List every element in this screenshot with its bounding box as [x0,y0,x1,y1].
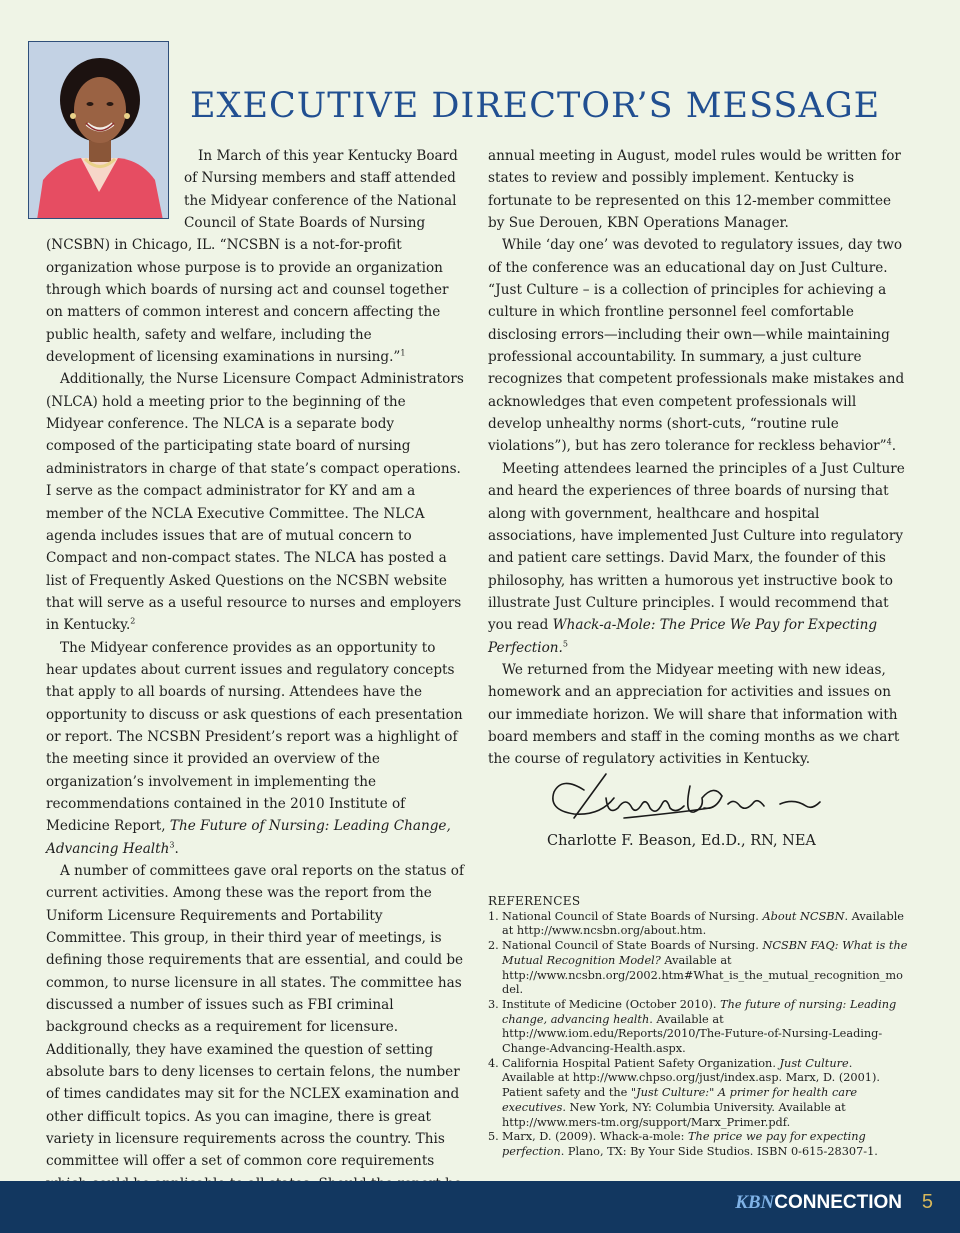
paragraph-committees: A number of committees gave oral reports on the status of current activities. Among these was the report from the Uniform Licensure Requirements and Portability Committee. This group, in their third year of meetings, is defining those requirements that are essential, and could be common, to nurse licensure in all states. The committee has discussed a number of issues such as FBI criminal background checks as a requirement for licensure. Additionally, they have examined the question of setting absolute bars to deny licenses to certain felons, the number of times candidates may sit for the NCLEX examination and other difficult topics. As you can imagine, there is great variety in licensure requirements across the country. This committee will offer a set of common core requirements [46,863,464,1170]
paragraph-nlca: Additionally, the Nurse Licensure Compact Administrators (NLCA) hold a meeting prior to the beginning of the Midyear conference. The NLCA is a separate body composed of the participating state board of nursing administrators in charge of that state’s compact operations. I serve as the compact administrator for KY and am a member of the NCLA Executive Committee. The NLCA agenda includes issues that are of mutual concern to Compact and non-compact states. The NLCA has posted a list of Frequently Asked Questions on the NCSBN website that will serve as a useful resource to nurses and employers in Kentucky.$^2$ [46,371,464,634]
footnote-3: 3 [169,840,175,850]
page-title: EXECUTIVE DIRECTOR’S MESSAGE [190,86,881,126]
reference-item: 1. National Council of State Boards of Nursing. About NCSBN. Available at http://www.ncsbn.org/about.htm. [488,909,904,938]
signatory-name: Charlotte F. Beason, Ed.D., RN, NEA [547,833,816,849]
reference-item: 5. Marx, D. (2009). Whack-a-mole: The price we pay for expecting perfection. Plano, TX: By Your Side Studios. ISBN 0-615-28307-1. [488,1130,878,1158]
paragraph-annual-meeting: annual meeting in August, model rules would be written for states to review and possibly implement. Kentucky is fortunate to be represented on this 12-member committee by Sue Derouen, KBN Operations Manager. [488,148,901,232]
paragraph-attendees: Meeting attendees learned the principles of a Just Culture and heard the experiences of three boards of nursing that along with government, healthcare and hospital associations, have implemented Just Culture into regulatory and patient care settings. David Marx, the founder of this philosophy, has written a humorous yet instructive book to illustrate Just Culture principles. I would recommend that you read Whack-a-Mole: The Price We Pay for Expecting Perfection.$^5$ [488,460,905,656]
wrapped-intro: In March of this year Kentucky Board of Nursing members and staff attended the Midyear conference of the National Council of State Boards of Nursing [184,148,458,232]
left-column [46,145,464,1218]
right-column [488,145,908,771]
paragraph-just-culture: While ‘day one’ was devoted to regulatory issues, day two of the conference was an educational day on Just Culture. “Just Culture – is a collection of principles for achieving a culture in which frontline personnel feel comfortable disclosing errors—including their own—while maintaining professional accountability. In summary, a just culture recognizes that competent professionals make mistakes and acknowledges that even competent professionals will develop unhealthy norms (short-cuts, “routine rule violations”), but has zero tolerance for reckless behavior”$^4$. [488,237,905,455]
footnote-5: 5 [562,639,568,649]
footnote-2: 2 [130,616,136,626]
page-number: 5 [921,1191,933,1213]
footer-bar [0,1181,960,1233]
footnote-4: 4 [886,437,892,447]
handwritten-signature [544,768,824,830]
footnote-1: 1 [400,348,406,358]
book-title: Whack-a-Mole: The Price We Pay for Expecting Perfection. [488,617,878,656]
iom-report-title: The Future of Nursing: Leading Change, Advancing Health [46,818,451,857]
paragraph-intro-rest: (NCSBN) in Chicago, IL. “NCSBN is a not-for-profit organization whose purpose is to provide an organization through which boards of nursing act and counsel together on matters of common interest and concern affecting the public health, safety and welfare, including the development of licensing examinations in nursing.”$^1$ [46,237,449,366]
kbn-connection-logo: KBNCONNECTION [735,1192,902,1213]
reference-item: 4. California Hospital Patient Safety Organization. Just Culture. Available at http://www.chpso.org/just/index.asp. Marx, D. (2001). Patient safety and the "Just Culture:" A primer for health care executives. New York, NY: Columbia University. Available at http://www.mers-tm.org/support/Marx_Primer.pdf. [488,1056,880,1129]
reference-item: 3. Institute of Medicine (October 2010). The future of nursing: Leading change, advancing health. Available at http://www.iom.edu/Reports/2010/The-Future-of-Nursing-Leading-Change-Advancing-Health.aspx. [488,997,897,1056]
references-list [488,910,908,1160]
references-heading: REFERENCES [488,894,581,908]
references-section [488,894,908,1160]
paragraph-closing: We returned from the Midyear meeting with new ideas, homework and an appreciation for activities and issues on our immediate horizon. We will share that information with board members and staff in the coming months as we chart the course of regulatory activities in Kentucky. [488,661,900,768]
paragraph-midyear: The Midyear conference provides as an opportunity to hear updates about current issues and regulatory concepts that apply to all boards of nursing. Attendees have the opportunity to discuss or ask questions of each presentation or report. The NCSBN President’s report was a highlight of the meeting since it provided an overview of the organization’s involvement in implementing the recommendations contained in the 2010 Institute of Medicine Report, The Future of Nursing: Leading Change, Advancing Health$^3$. [46,639,463,857]
reference-item: 2. National Council of State Boards of Nursing. NCSBN FAQ: What is the Mutual Recognition Model? Available at http://www.ncsbn.org/2002.htm#What_is_the_mutual_recognition_model. [488,939,908,997]
